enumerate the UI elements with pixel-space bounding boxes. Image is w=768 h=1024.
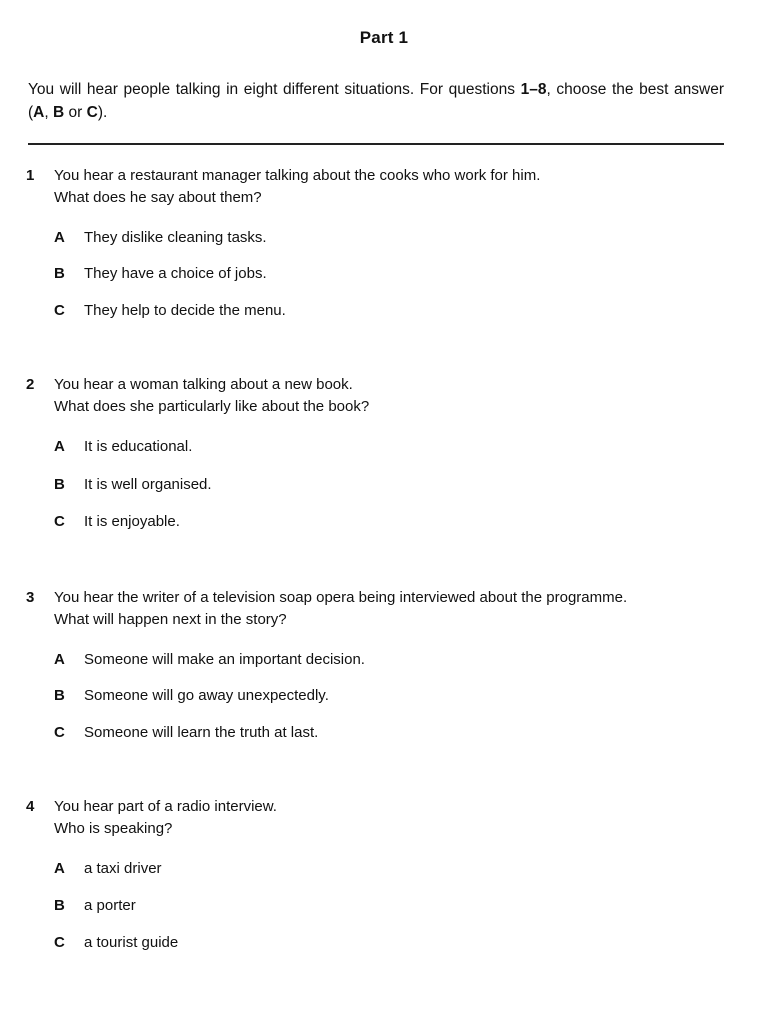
question-context: You hear a restaurant manager talking about the cooks who work for him. (54, 167, 541, 184)
question-prompt: What will happen next in the story? (54, 611, 287, 628)
question-text (54, 165, 724, 209)
option-letter: B (54, 897, 65, 914)
instructions (28, 78, 724, 124)
question-number: 2 (26, 376, 35, 393)
option-a (54, 436, 724, 458)
instructions-text: ). (97, 104, 108, 121)
option-text: It is well organised. (84, 476, 212, 493)
question-text (54, 374, 724, 418)
option-letter: C (54, 513, 65, 530)
option-a (54, 649, 724, 671)
instructions-text: , choose the best answer ( (28, 81, 724, 121)
option-letter-c: C (86, 104, 98, 121)
option-text: It is educational. (84, 438, 193, 455)
option-text: They dislike cleaning tasks. (84, 229, 267, 246)
question-range: 1–8 (520, 81, 547, 98)
option-c (54, 511, 724, 533)
question-text (54, 796, 724, 840)
option-text: a porter (84, 897, 136, 914)
question-number: 3 (26, 589, 35, 606)
option-letter: A (54, 229, 65, 246)
instructions-text: You will hear people talking in eight different situations. For questions (28, 81, 521, 98)
question-context: You hear part of a radio interview. (54, 798, 277, 815)
option-text: Someone will learn the truth at last. (84, 724, 319, 741)
option-b (54, 895, 724, 917)
question-number: 1 (26, 167, 35, 184)
option-text: It is enjoyable. (84, 513, 180, 530)
option-letter-a: A (33, 104, 45, 121)
option-letter: C (54, 934, 65, 951)
instructions-separator: or (64, 104, 87, 121)
option-c (54, 722, 724, 744)
option-letter: A (54, 438, 65, 455)
option-text: a tourist guide (84, 934, 179, 951)
option-text: Someone will go away unexpectedly. (84, 687, 329, 704)
option-c (54, 300, 724, 322)
option-text: They help to decide the menu. (84, 302, 286, 319)
option-letter: C (54, 724, 65, 741)
option-letter: B (54, 476, 65, 493)
instructions-separator: , (44, 104, 53, 121)
question-prompt: Who is speaking? (54, 820, 173, 837)
option-letter: B (54, 687, 65, 704)
option-text: Someone will make an important decision. (84, 651, 365, 668)
option-text: a taxi driver (84, 860, 162, 877)
option-b (54, 685, 724, 707)
question-number: 4 (26, 798, 35, 815)
question-text (54, 587, 724, 631)
question-prompt: What does he say about them? (54, 189, 262, 206)
option-c (54, 932, 724, 954)
question-context: You hear the writer of a television soap opera being interviewed about the programme. (54, 589, 628, 606)
page-title: Part 1 (359, 28, 409, 47)
question-context: You hear a woman talking about a new book. (54, 376, 353, 393)
option-letter: A (54, 651, 65, 668)
option-letter-b: B (53, 104, 65, 121)
option-b (54, 474, 724, 496)
option-a (54, 858, 724, 880)
option-b (54, 263, 724, 285)
option-a (54, 227, 724, 249)
question-prompt: What does she particularly like about the book? (54, 398, 370, 415)
option-text: They have a choice of jobs. (84, 265, 267, 282)
option-letter: A (54, 860, 65, 877)
option-letter: C (54, 302, 65, 319)
option-letter: B (54, 265, 65, 282)
divider (28, 143, 724, 145)
